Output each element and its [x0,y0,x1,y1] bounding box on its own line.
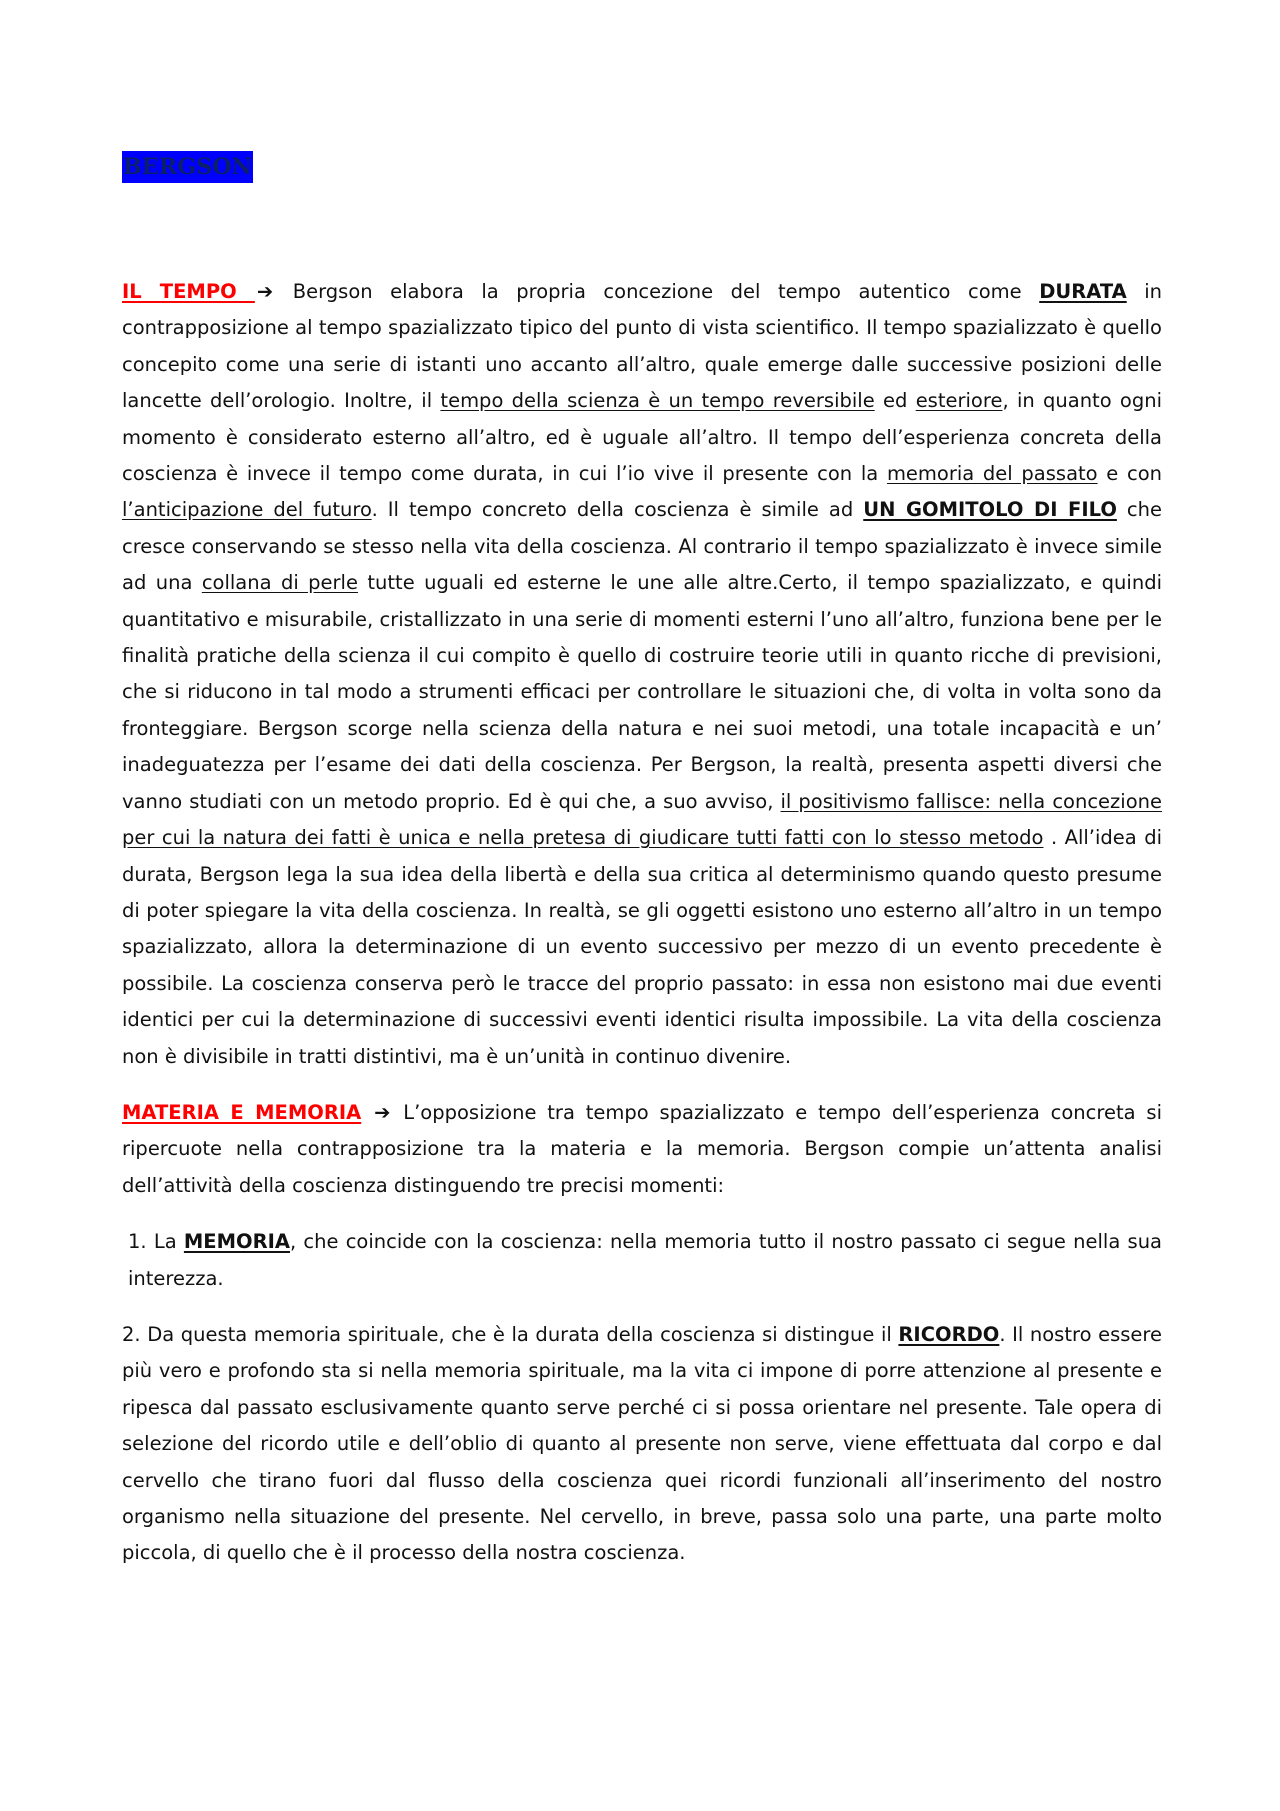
section-label-il-tempo: IL TEMPO [122,280,255,303]
paragraph-il-tempo [122,274,1162,1075]
text-run: in contrapposizione al tempo spazializzato tipico del punto di vista scientifico. Il tempo spazializzato è quello concepito come una serie di istanti uno accanto all’altro, quale emerge dalle successive posizioni delle lancette dell’orologio. Inoltre, il [122,280,1163,413]
list-item-1 [122,1224,1162,1297]
text-run: , che coincide con la coscienza: nella memoria tutto il nostro passato ci segue nella sua interezza. [128,1230,1162,1290]
list-item-prefix: 1. La [128,1230,184,1254]
text-run: . All’idea di durata, Bergson lega la sua idea della libertà e della sua critica al determinismo quando questo presume di poter spiegare la vita della coscienza. In realtà, se gli oggetti esistono uno esterno all’altro in un tempo spazializzato, allora la determinazione di un evento successivo per mezzo di un evento precedente è possibile. La coscienza conserva però le tracce del proprio passato: in essa non esistono mai due eventi identici per cui la determinazione di successivi eventi identici risulta impossibile. La vita della coscienza non è divisibile in tratti distintivi, ma è un’unità in continuo divenire. [122,826,1163,1068]
text-run: . Il tempo concreto della coscienza è simile ad [371,498,864,522]
page-title: BERGSON [122,151,253,183]
text-run: L’opposizione tra tempo spazializzato e tempo dell’esperienza concreta si ripercuote nella contrapposizione tra la materia e la memoria. Bergson compie un’attenta analisi dell’attività della coscienza distinguendo tre precisi momenti: [122,1100,1162,1197]
keyword-gomitolo: UN GOMITOLO DI FILO [863,498,1117,522]
text-run: tutte uguali ed esterne le une alle altre.Certo, il tempo spazializzato, e quindi quantitativo e misurabile, cristallizzato in una serie di momenti esterni l’uno all’altro, funziona bene per le finalità pratiche della scienza il cui compito è quello di costruire teorie utili in quanto ricche di previsioni, che si riducono in tal modo a strumenti efficaci per controllare le situazioni che, di volta in volta sono da fronteggiare. Bergson scorge nella scienza della natura e nei suoi metodi, una totale incapacità e un’ inadeguatezza per l’esame dei dati della coscienza. Per Bergson, la realtà, presenta aspetti diversi che vanno studiati con un metodo proprio. Ed è qui che, a suo avviso, [122,571,1162,813]
underlined-phrase: l’anticipazione del futuro [122,498,372,522]
keyword-memoria: MEMORIA [183,1230,290,1254]
underlined-phrase: memoria del passato [886,462,1098,486]
underlined-phrase: collana di perle [201,571,358,595]
text-run: . Il nostro essere più vero e profondo sta si nella memoria spirituale, ma la vita ci impone di porre attenzione al presente e ripesca dal passato esclusivamente quanto serve perché ci si possa orientare nel presente. Tale opera di selezione del ricordo utile e dell’oblio di quanto al presente non serve, viene effettuata dal corpo e dal cervello che tirano fuori dal flusso della coscienza quei ricordi funzionali all’inserimento del nostro organismo nella situazione del presente. Nel cervello, in breve, passa solo una parte, una parte molto piccola, di quello che è il processo della nostra coscienza. [122,1322,1162,1565]
title-block [122,150,1162,206]
text-run: , in quanto ogni momento è considerato esterno all’altro, ed è uguale all’altro. Il tempo dell’esperienza concreta della coscienza è invece il tempo come durata, in cui l’io vive il presente con la [122,389,1163,486]
underlined-phrase: esteriore [915,389,1003,413]
section-label-materia-e-memoria: MATERIA E MEMORIA [122,1100,362,1124]
list-item-2 [122,1317,1162,1572]
text-run: Bergson elabora la propria concezione del tempo autentico come [292,280,1040,303]
underlined-phrase: il positivismo fallisce: nella concezione per cui la natura dei fatti è unica e nella pretesa di giudicare tutti fatti con lo stesso metodo [122,789,1162,850]
underlined-phrase: tempo della scienza è un tempo reversibile [440,389,875,413]
paragraph-materia-e-memoria [122,1095,1162,1204]
text-run: che cresce conservando se stesso nella vita della coscienza. Al contrario il tempo spazializzato è invece simile ad una [122,498,1163,595]
text-run: ed [874,389,916,413]
document-body [122,150,1162,1572]
list-item-prefix: 2. Da questa memoria spirituale, che è la durata della coscienza si distingue il [122,1322,899,1346]
text-run: e con [1097,462,1162,486]
keyword-durata: DURATA [1039,280,1127,303]
arrow-right-icon: ➔ [374,1100,391,1124]
arrow-right-icon: ➔ [256,280,274,303]
keyword-ricordo: RICORDO [898,1322,1000,1346]
